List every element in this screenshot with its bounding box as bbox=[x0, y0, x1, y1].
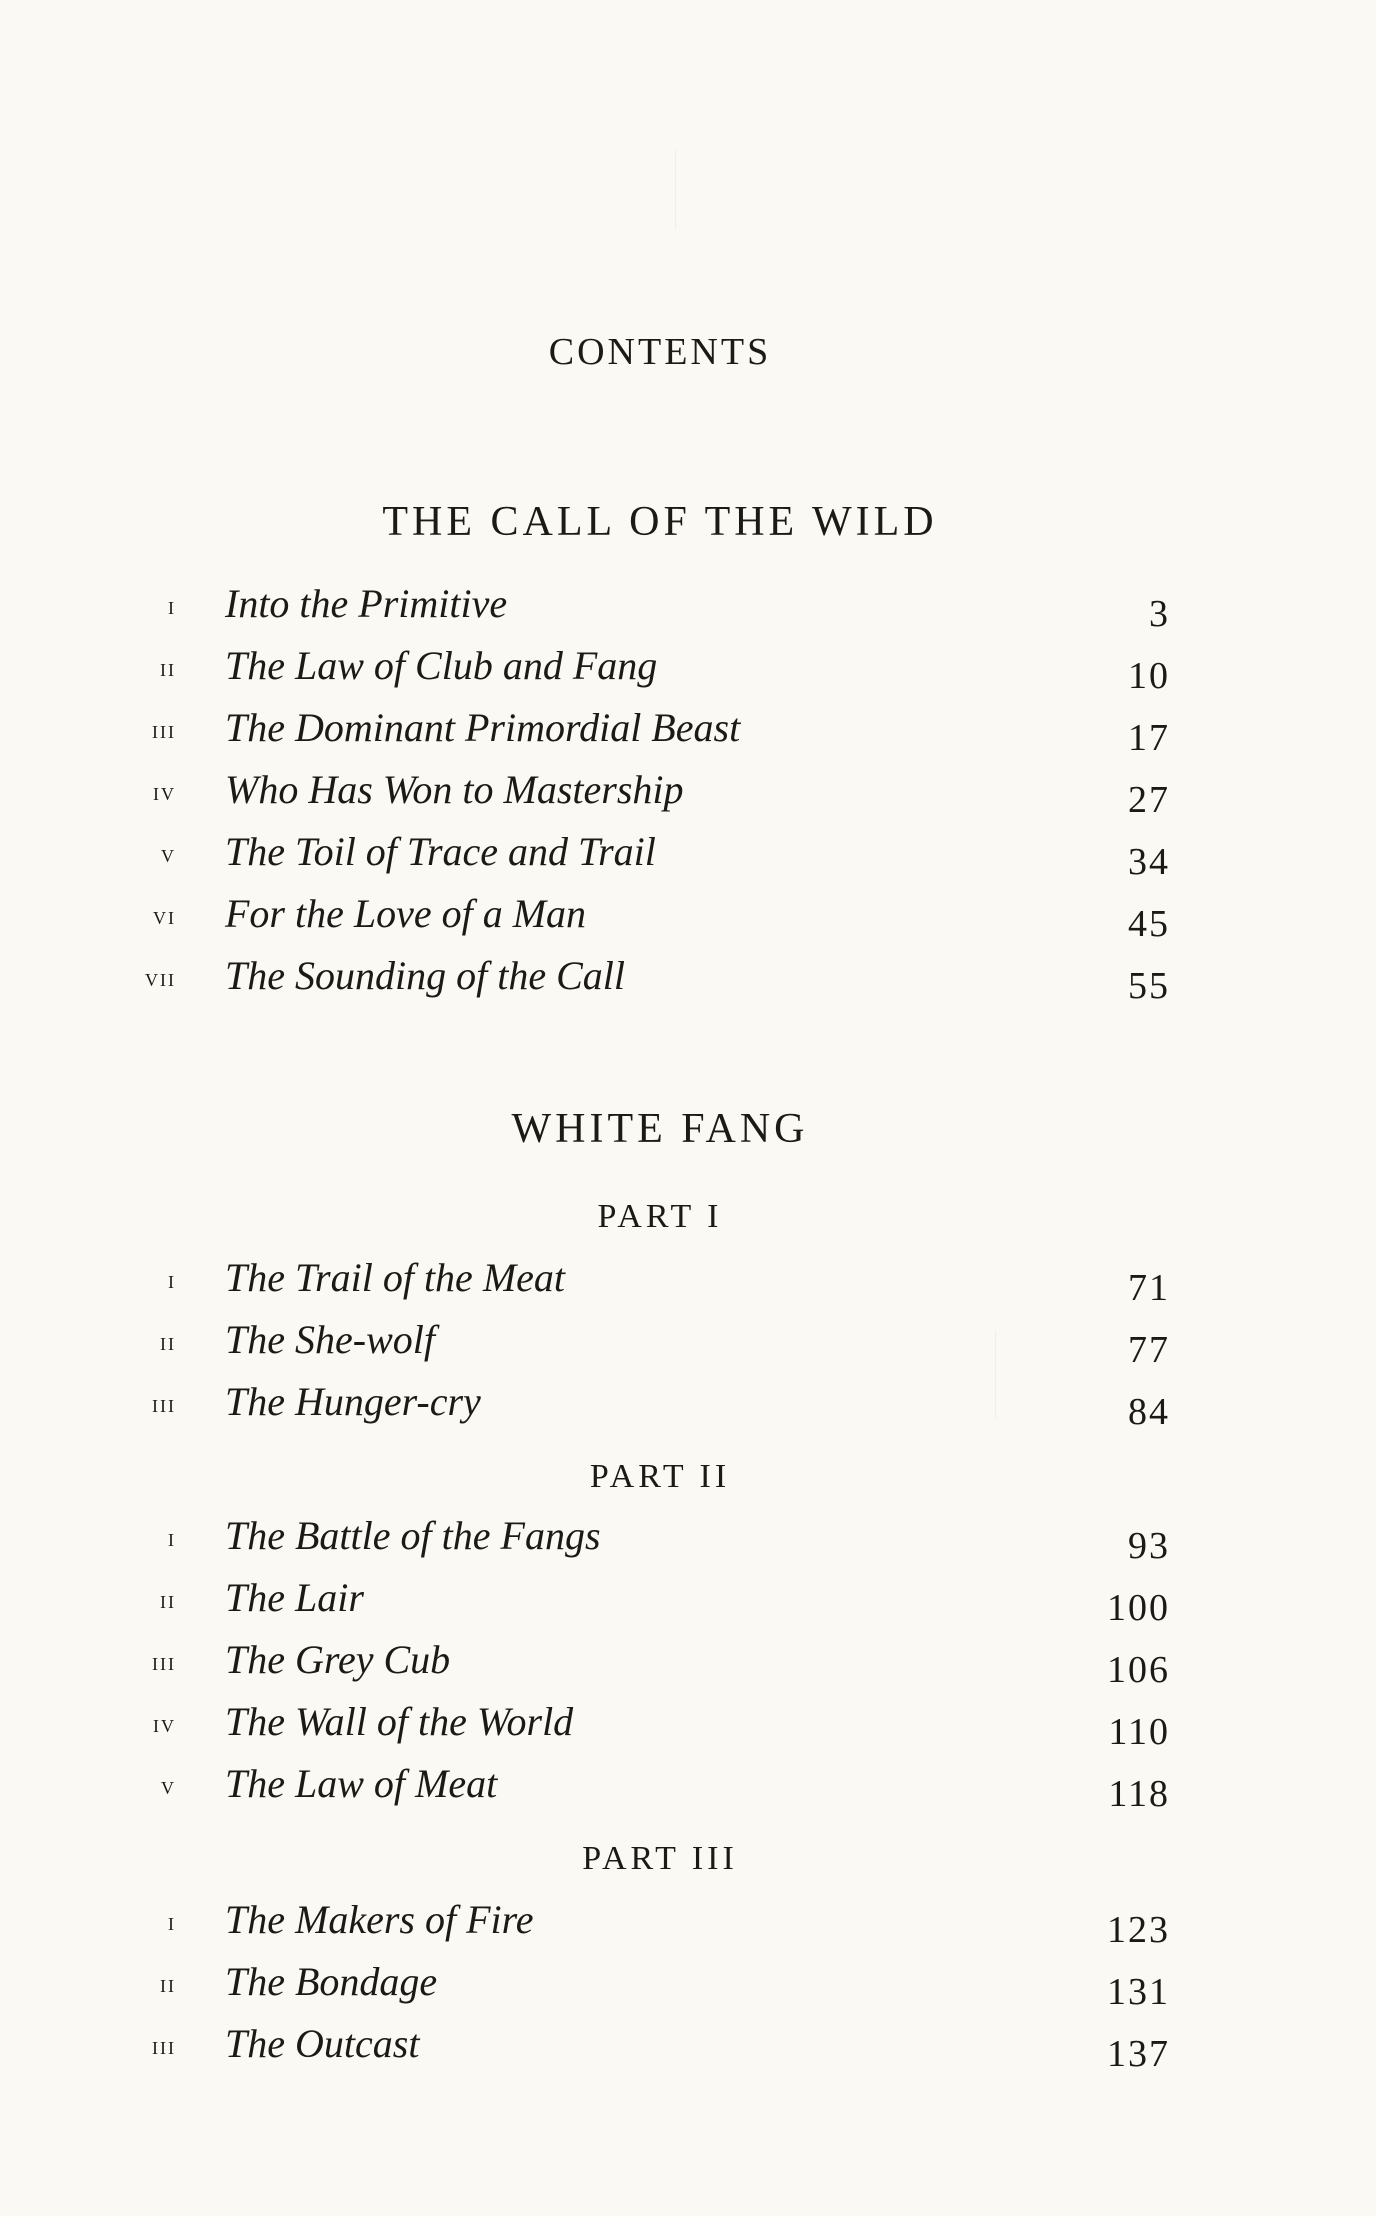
chapter-numeral: vii bbox=[145, 963, 176, 992]
toc-entry[interactable] bbox=[0, 1894, 1376, 1950]
chapter-title: The Lair bbox=[225, 1575, 364, 1620]
toc-entry[interactable] bbox=[0, 1314, 1376, 1370]
page-number: 100 bbox=[1107, 1587, 1170, 1629]
bleed-through-mark bbox=[675, 150, 676, 230]
toc-entry[interactable] bbox=[0, 2018, 1376, 2074]
page-number: 77 bbox=[1128, 1329, 1170, 1371]
page-number: 137 bbox=[1107, 2033, 1170, 2075]
page-number: 93 bbox=[1128, 1525, 1170, 1567]
chapter-numeral: iv bbox=[153, 1709, 176, 1738]
chapter-numeral: iii bbox=[152, 715, 176, 744]
chapter-numeral: iii bbox=[152, 2031, 176, 2060]
chapter-title: The Toil of Trace and Trail bbox=[225, 829, 656, 874]
chapter-title: The Outcast bbox=[225, 2021, 420, 2066]
page-number: 10 bbox=[1128, 655, 1170, 697]
page-number: 118 bbox=[1108, 1773, 1170, 1815]
chapter-numeral: vi bbox=[153, 901, 176, 930]
page-number: 45 bbox=[1128, 903, 1170, 945]
page-number: 34 bbox=[1128, 841, 1170, 883]
chapter-numeral: v bbox=[161, 839, 176, 868]
chapter-title: The Wall of the World bbox=[225, 1699, 574, 1744]
chapter-title: The Hunger-cry bbox=[225, 1379, 481, 1424]
chapter-title: The Law of Meat bbox=[225, 1761, 498, 1806]
page-number: 17 bbox=[1128, 717, 1170, 759]
toc-entry[interactable] bbox=[0, 1572, 1376, 1628]
chapter-numeral: v bbox=[161, 1771, 176, 1800]
page-number: 106 bbox=[1107, 1649, 1170, 1691]
page-number: 3 bbox=[1149, 593, 1170, 635]
chapter-numeral: i bbox=[168, 1523, 176, 1552]
chapter-title: Into the Primitive bbox=[225, 581, 508, 626]
toc-entry[interactable] bbox=[0, 578, 1376, 634]
part-title: PART II bbox=[589, 1458, 731, 1495]
toc-entry[interactable] bbox=[0, 826, 1376, 882]
toc-entry[interactable] bbox=[0, 764, 1376, 820]
chapter-numeral: ii bbox=[160, 1585, 176, 1614]
chapter-title: The Dominant Primordial Beast bbox=[225, 705, 741, 750]
chapter-title: Who Has Won to Mastership bbox=[225, 767, 684, 812]
page-number: 71 bbox=[1128, 1267, 1170, 1309]
page-number: 131 bbox=[1107, 1971, 1170, 2013]
chapter-title: The Battle of the Fangs bbox=[225, 1513, 601, 1558]
chapter-numeral: iv bbox=[153, 777, 176, 806]
chapter-title: The Grey Cub bbox=[225, 1637, 451, 1682]
contents-heading: CONTENTS bbox=[548, 331, 772, 373]
chapter-numeral: iii bbox=[152, 1389, 176, 1418]
chapter-title: The Bondage bbox=[225, 1959, 438, 2004]
page-number: 110 bbox=[1108, 1711, 1170, 1753]
book-title-call-of-the-wild: THE CALL OF THE WILD bbox=[382, 499, 938, 545]
toc-entry[interactable] bbox=[0, 1510, 1376, 1566]
toc-entry[interactable] bbox=[0, 640, 1376, 696]
toc-entry[interactable] bbox=[0, 1252, 1376, 1308]
toc-entry[interactable] bbox=[0, 1956, 1376, 2012]
toc-entry[interactable] bbox=[0, 1758, 1376, 1814]
chapter-numeral: ii bbox=[160, 1969, 176, 1998]
toc-entry[interactable] bbox=[0, 1376, 1376, 1432]
toc-entry[interactable] bbox=[0, 950, 1376, 1006]
page-number: 84 bbox=[1128, 1391, 1170, 1433]
chapter-title: For the Love of a Man bbox=[225, 891, 587, 936]
chapter-title: The She-wolf bbox=[225, 1317, 435, 1362]
chapter-numeral: i bbox=[168, 591, 176, 620]
toc-entry[interactable] bbox=[0, 702, 1376, 758]
chapter-numeral: iii bbox=[152, 1647, 176, 1676]
chapter-numeral: ii bbox=[160, 653, 176, 682]
page-number: 123 bbox=[1107, 1909, 1170, 1951]
toc-entry[interactable] bbox=[0, 888, 1376, 944]
toc-entry[interactable] bbox=[0, 1634, 1376, 1690]
book-title-white-fang: WHITE FANG bbox=[511, 1106, 809, 1152]
chapter-title: The Sounding of the Call bbox=[225, 953, 625, 998]
chapter-numeral: i bbox=[168, 1907, 176, 1936]
chapter-numeral: ii bbox=[160, 1327, 176, 1356]
part-title: PART III bbox=[582, 1840, 738, 1877]
chapter-title: The Makers of Fire bbox=[225, 1897, 534, 1942]
part-title: PART I bbox=[597, 1198, 723, 1235]
page-number: 55 bbox=[1128, 965, 1170, 1007]
chapter-title: The Law of Club and Fang bbox=[225, 643, 658, 688]
chapter-title: The Trail of the Meat bbox=[225, 1255, 565, 1300]
page-number: 27 bbox=[1128, 779, 1170, 821]
toc-entry[interactable] bbox=[0, 1696, 1376, 1752]
chapter-numeral: i bbox=[168, 1265, 176, 1294]
